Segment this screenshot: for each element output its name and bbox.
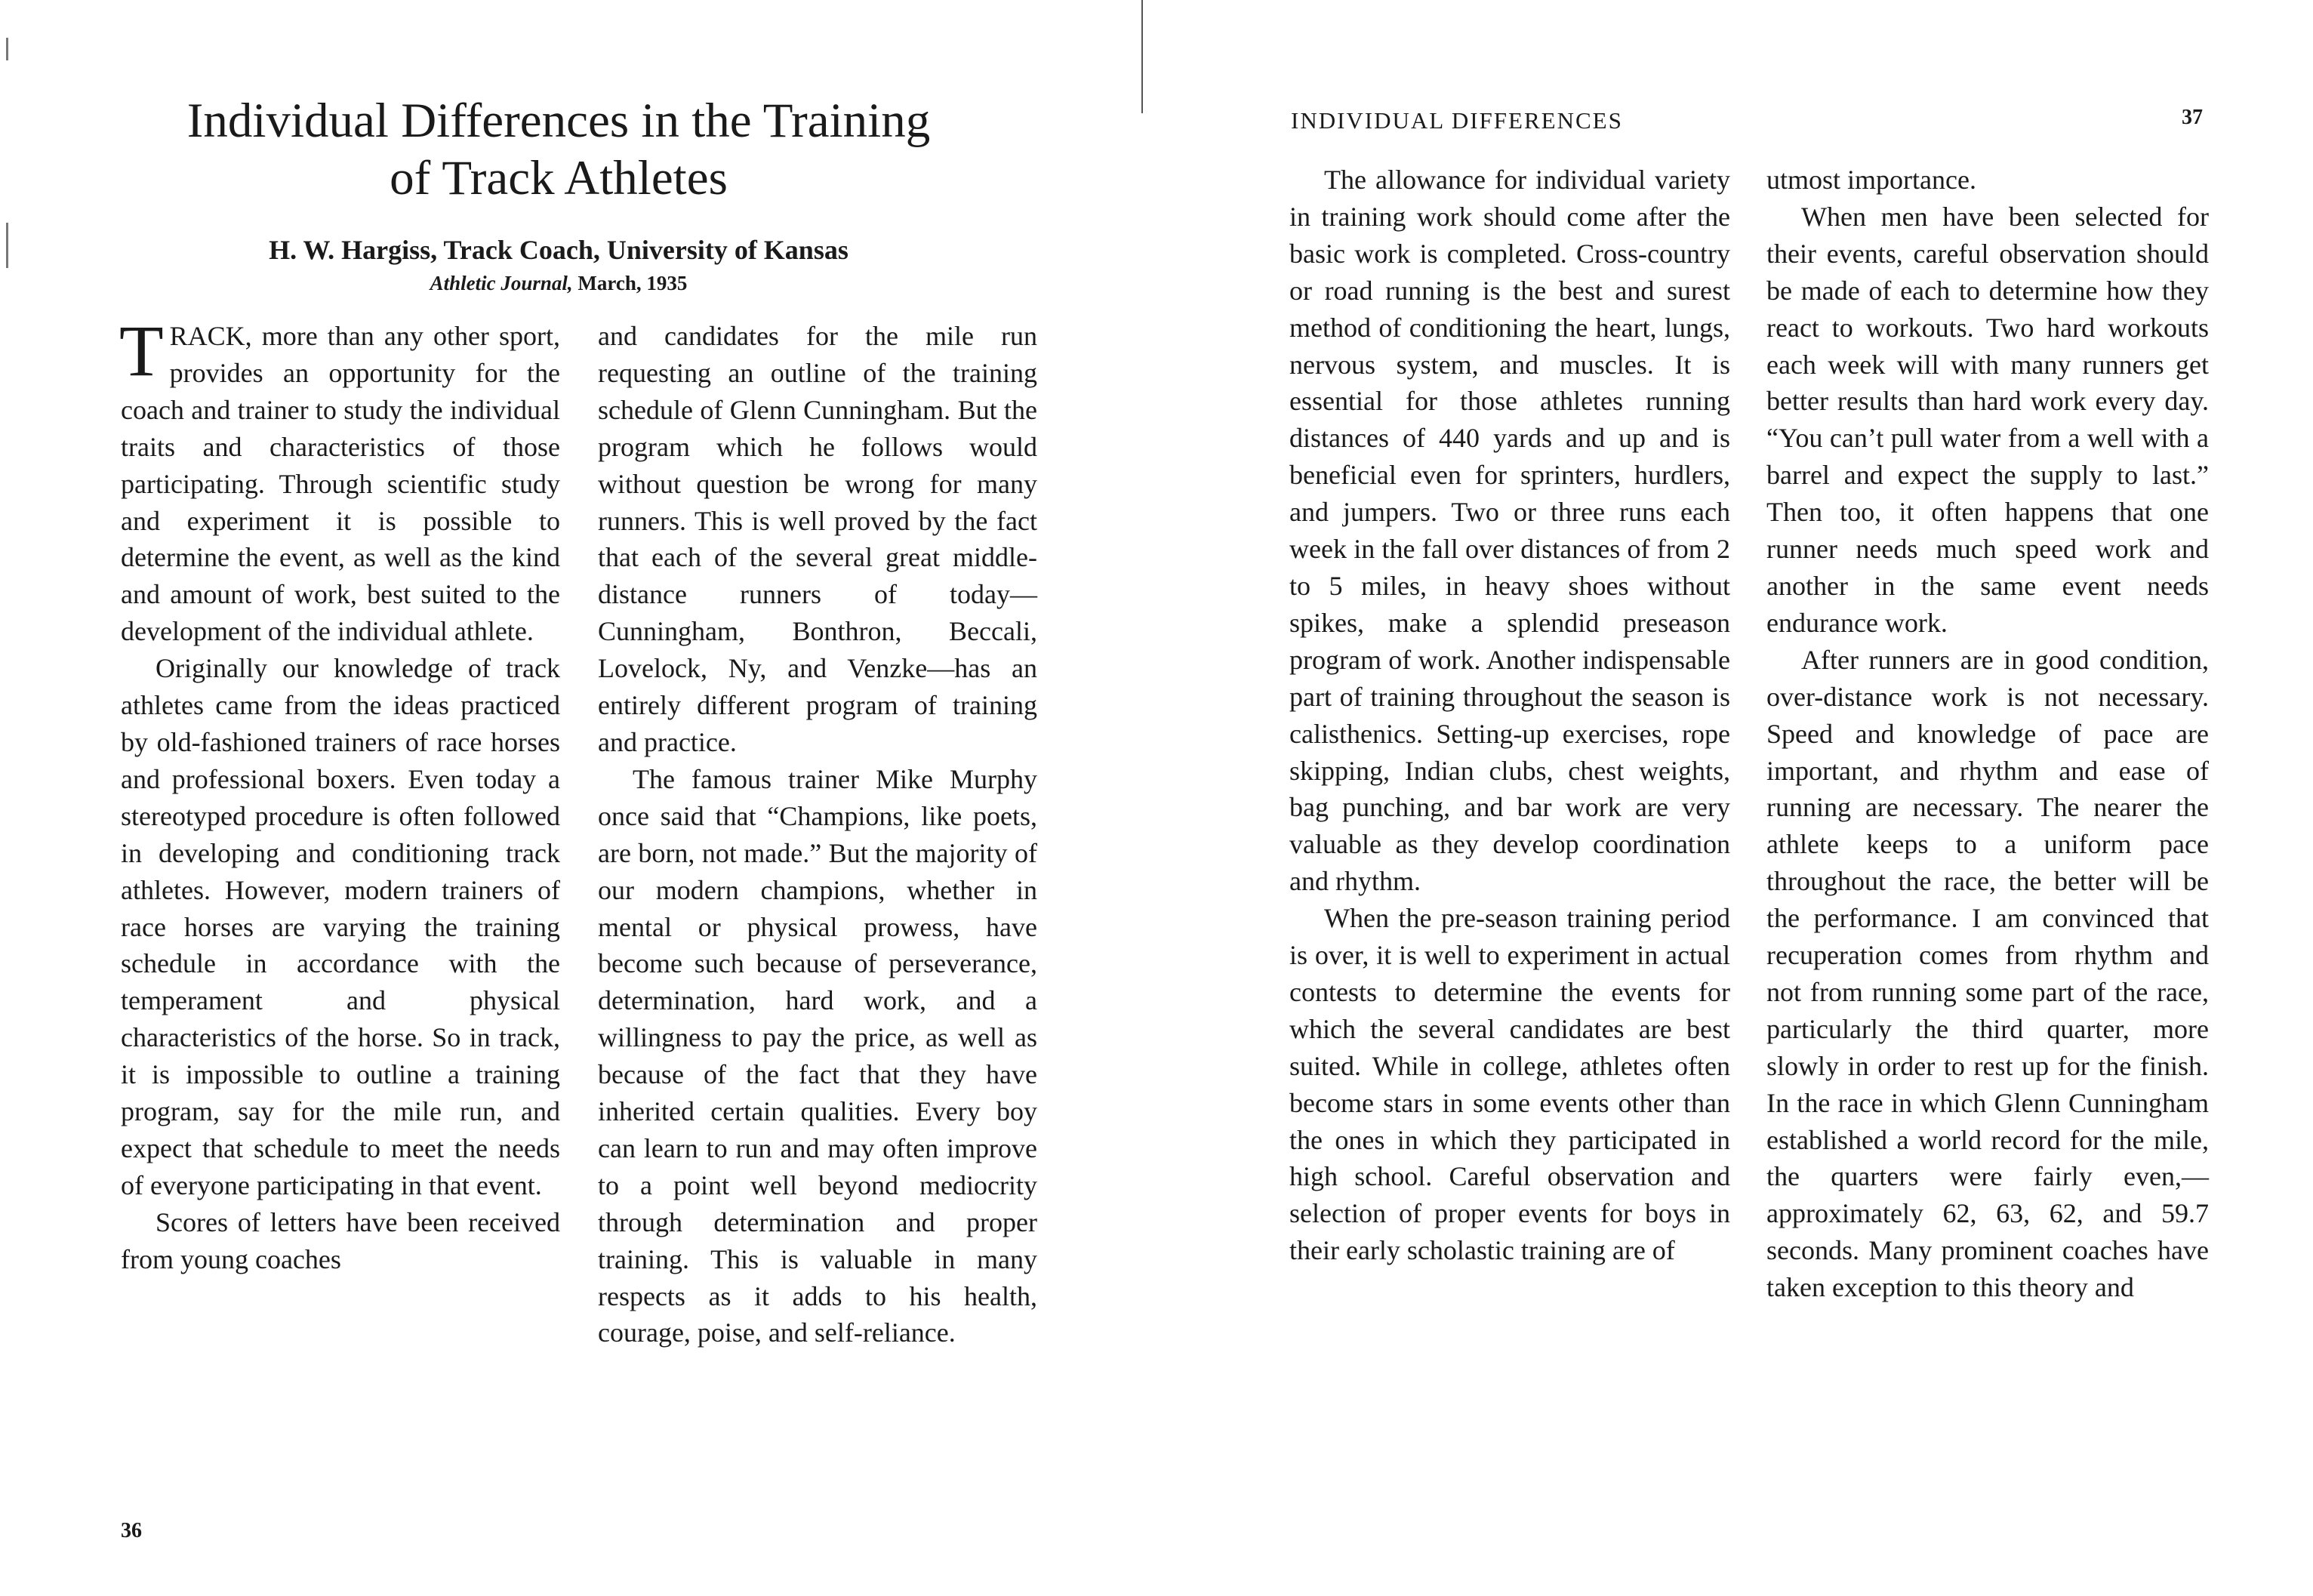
paragraph: and candidates for the mile run requesting an outline of the training schedule of Glenn Cunningham. But the program which he follows would without question be wrong for many runners. This is well proved by the fact that each of the several great middle-distance runners of today—Cunningham, Bonthron, Beccali, Lovelock, Ny, and Venzke—has an entirely different program of training and practice.: [598, 321, 1037, 757]
left-page: [0, 0, 1140, 1596]
paragraph-text: RACK, more than any other sport, provides an opportunity for the coach and trainer to study the individual traits and characteristics of those participating. Through scientific study and experiment it is possible to determine the event, as well as the kind and amount of work, best suited to the development of the individual athlete.: [121, 321, 560, 647]
page-number: 37: [2182, 106, 2203, 129]
paragraph: utmost importance.: [1766, 165, 1976, 195]
paragraph: When men have been selected for their events, careful observation should be made of each to determine how they react to workouts. Two hard workouts each week will with many runners get better results than hard work every day. “You can’t pull water from a well with a barrel and expect the supply to last.” Then too, it often happens that one runner needs much speed work and another in the same event needs endurance work.: [1766, 201, 2209, 638]
author-byline: H. W. Hargiss, Track Coach, University of Kansas: [269, 235, 849, 265]
left-column-1: [119, 310, 560, 1278]
left-column-2: [598, 318, 1037, 1351]
source-citation: [121, 272, 996, 295]
source-date: March, 1935: [572, 272, 688, 294]
source-journal: Athletic Journal,: [430, 272, 573, 294]
right-column-1: [1289, 162, 1730, 1269]
paragraph: When the pre-season training period is over, it is well to experiment in actual contests to determine the events for which the several candidates are best suited. While in college, athletes often become stars in some events other than the ones in which they participated in high school. Careful observation and selection of proper events for boys in their early scholastic training are of: [1289, 903, 1730, 1266]
right-column-2: [1766, 162, 2209, 1306]
gutter-line: [1141, 0, 1143, 113]
paragraph: The famous trainer Mike Murphy once said that “Champions, like poets, are born, not made.” But the majority of our modern champions, whether in mental or physical prowess, have become such because of perseverance, determination, hard work, and a willingness to pay the price, as well as because of the fact that they have inherited certain qualities. Every boy can learn to run and may often improve to a point well beyond mediocrity through determination and proper training. This is valuable in many respects as it adds to his health, courage, poise, and self-reliance.: [598, 763, 1037, 1348]
page-number: 36: [121, 1519, 142, 1542]
paragraph: Originally our knowledge of track athletes came from the ideas practiced by old-fashioned trainers of race horses and professional boxers. Even today a stereotyped procedure is often followed in developing and conditioning track athletes. However, modern trainers of race horses are varying the training schedule in accordance with the temperament and physical characteristics of the horse. So in track, it is impossible to outline a training program, say for the mile run, and expect that schedule to meet the needs of everyone participating in that event.: [121, 653, 560, 1200]
paragraph: [119, 310, 560, 650]
title-line-1: Individual Differences in the Training: [186, 94, 931, 148]
running-head: INDIVIDUAL DIFFERENCES: [1291, 107, 1623, 134]
paragraph: Scores of letters have been received from young coaches: [121, 1206, 560, 1274]
paragraph: After runners are in good condition, over-distance work is not necessary. Speed and knowledge of pace are important, and rhythm and ease of running are necessary. The nearer the athlete keeps to a uniform pace throughout the race, the better will be the performance. I am convinced that recuperation comes from rhythm and not from running some part of the race, particularly the third quarter, more slowly in order to rest up for the finish. In the race in which Glenn Cunningham established a world record for the mile, the quarters were fairly even,—approximately 62, 63, 62, and 59.7 seconds. Many prominent coaches have taken exception to this theory and: [1766, 644, 2209, 1303]
title-line-2: of Track Athletes: [390, 151, 728, 205]
article-title: [121, 92, 996, 207]
scan-edge-mark: [6, 223, 8, 268]
scan-edge-mark: [6, 38, 8, 60]
paragraph: The allowance for individual variety in training work should come after the basic work is completed. Cross-country or road running is the best and surest method of conditioning the heart, lungs, nervous system, and muscles. It is essential for those athletes running distances of 440 yards and up and is beneficial even for sprinters, hurdlers, and jumpers. Two or three runs each week in the fall over distances of from 2 to 5 miles, in heavy shoes without spikes, make a splendid preseason program of work. Another indispensable part of training throughout the season is calisthenics. Setting-up exercises, rope skipping, Indian clubs, chest weights, bag punching, and bar work are very valuable as they develop coordination and rhythm.: [1289, 165, 1730, 897]
drop-cap: T: [119, 310, 164, 391]
